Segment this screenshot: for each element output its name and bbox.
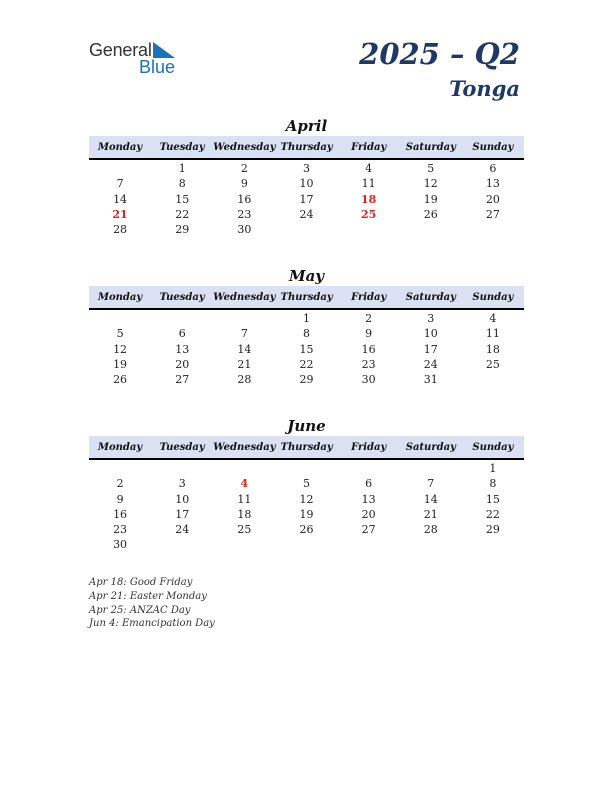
weekday-label: Sunday [472,291,514,303]
day-cell: 22 [175,207,190,221]
weekday-label: Saturday [405,141,456,153]
day-cell: 19 [423,192,438,206]
day-cell: 26 [423,207,438,221]
day-cell: 12 [113,342,128,356]
day-cell: 21 [423,507,438,521]
month-april [89,116,524,237]
holiday-note: Apr 18: Good Friday [89,577,193,588]
day-grid [89,461,524,553]
day-cell: 17 [423,342,438,356]
empty-cell [151,461,213,476]
day-cell: 6 [178,327,186,341]
day-cell: 5 [302,477,310,491]
day-cell: 21 [237,357,252,371]
day-cell: 14 [423,492,438,506]
day-cell: 1 [489,462,497,475]
weekday-label: Friday [351,291,387,303]
day-cell: 27 [361,523,376,537]
weekday-header [89,286,524,310]
day-cell: 23 [361,357,376,371]
day-cell: 3 [178,477,186,491]
day-cell: 18 [485,342,500,356]
day-cell: 10 [423,327,438,341]
day-cell: 25 [237,523,252,537]
day-cell: 7 [116,177,124,191]
day-cell: 31 [423,373,438,387]
day-cell: 15 [299,342,314,356]
day-cell: 13 [175,342,190,356]
day-cell: 29 [299,373,314,387]
day-cell: 23 [113,523,128,537]
day-cell: 28 [237,373,252,387]
day-cell: 4 [240,477,249,491]
month-may [89,266,524,387]
day-grid [89,161,524,237]
day-cell: 11 [361,177,376,191]
day-cell: 17 [175,507,190,521]
day-grid [89,311,524,387]
day-cell: 3 [302,162,310,175]
day-cell: 15 [485,492,500,506]
weekday-header [89,136,524,160]
day-cell: 4 [489,312,497,325]
empty-cell [275,461,337,476]
quarter-title: 2025 – Q2 [359,37,520,71]
weekday-label: Monday [97,291,143,303]
weekday-label: Tuesday [159,441,205,453]
empty-cell [213,311,275,326]
day-cell: 19 [299,507,314,521]
day-cell: 27 [485,207,500,221]
weekday-label: Tuesday [159,291,205,303]
day-cell: 30 [113,538,128,552]
day-cell: 3 [427,312,435,325]
day-cell: 12 [423,177,438,191]
day-cell: 22 [299,357,314,371]
weekday-header [89,436,524,460]
day-cell: 29 [175,223,190,237]
day-cell: 26 [299,523,314,537]
holiday-notes [89,576,215,631]
weekday-label: Thursday [280,441,333,453]
holiday-note: Jun 4: Emancipation Day [89,618,215,630]
day-cell: 21 [112,207,128,221]
day-cell: 13 [361,492,376,506]
empty-cell [89,461,151,476]
day-cell: 17 [299,192,314,206]
day-cell: 28 [113,223,128,237]
day-cell: 20 [175,357,190,371]
month-title: June [287,417,326,435]
day-cell: 2 [240,162,248,175]
weekday-label: Wednesday [213,291,276,303]
day-cell: 10 [175,492,190,506]
weekday-label: Monday [97,441,143,453]
day-cell: 18 [237,507,252,521]
country-name: Tonga [449,76,520,101]
weekday-label: Saturday [405,441,456,453]
day-cell: 14 [113,192,128,206]
day-cell: 30 [237,223,252,237]
weekday-label: Tuesday [159,141,205,153]
day-cell: 12 [299,492,314,506]
weekday-label: Sunday [472,441,514,453]
weekday-label: Friday [351,141,387,153]
day-cell: 1 [178,162,186,175]
day-cell: 26 [113,373,128,387]
weekday-label: Wednesday [213,441,276,453]
empty-cell [338,461,400,476]
empty-cell [151,311,213,326]
day-cell: 28 [423,523,438,537]
empty-cell [89,311,151,326]
empty-cell [213,461,275,476]
day-cell: 7 [240,327,248,341]
day-cell: 8 [489,477,497,491]
day-cell: 16 [237,192,252,206]
day-cell: 20 [485,192,500,206]
day-cell: 14 [237,342,252,356]
month-title: April [285,117,328,135]
day-cell: 2 [116,477,124,491]
day-cell: 11 [237,492,252,506]
day-cell: 9 [116,492,124,506]
day-cell: 22 [485,507,500,521]
day-cell: 23 [237,207,252,221]
day-cell: 24 [175,523,190,537]
weekday-label: Sunday [472,141,514,153]
day-cell: 16 [113,507,128,521]
day-cell: 24 [423,357,438,371]
weekday-label: Saturday [405,291,456,303]
day-cell: 18 [360,192,377,206]
logo-triangle-icon [153,42,175,58]
weekday-label: Friday [351,441,387,453]
day-cell: 20 [361,507,376,521]
day-cell: 16 [361,342,376,356]
weekday-label: Monday [97,141,143,153]
day-cell: 8 [178,177,186,191]
day-cell: 25 [485,357,500,371]
day-cell: 15 [175,192,190,206]
day-cell: 19 [113,357,128,371]
day-cell: 8 [302,327,310,341]
day-cell: 6 [489,162,497,175]
day-cell: 5 [116,327,124,341]
day-cell: 2 [365,312,373,325]
day-cell: 13 [485,177,500,191]
holiday-note: Apr 21: Easter Monday [89,590,207,602]
day-cell: 25 [360,207,377,221]
day-cell: 6 [365,477,373,491]
weekday-label: Thursday [280,141,333,153]
day-cell: 29 [485,523,500,537]
day-cell: 27 [175,373,190,387]
holiday-note: Apr 25: ANZAC Day [89,604,191,616]
logo-general-text: General [89,40,152,60]
logo-blue-text: Blue [139,57,176,77]
logo [89,40,189,76]
day-cell: 11 [485,327,500,341]
month-title: May [288,267,325,285]
day-cell: 10 [299,177,314,191]
day-cell: 24 [299,207,314,221]
day-cell: 4 [365,162,373,175]
weekday-label: Wednesday [213,141,276,153]
day-cell: 30 [361,373,376,387]
day-cell: 5 [427,162,435,175]
empty-cell [89,161,151,176]
day-cell: 9 [240,177,248,191]
day-cell: 7 [427,477,435,491]
weekday-label: Thursday [280,291,333,303]
day-cell: 9 [365,327,373,341]
day-cell: 1 [302,312,310,325]
month-june [89,416,524,553]
empty-cell [400,461,462,476]
